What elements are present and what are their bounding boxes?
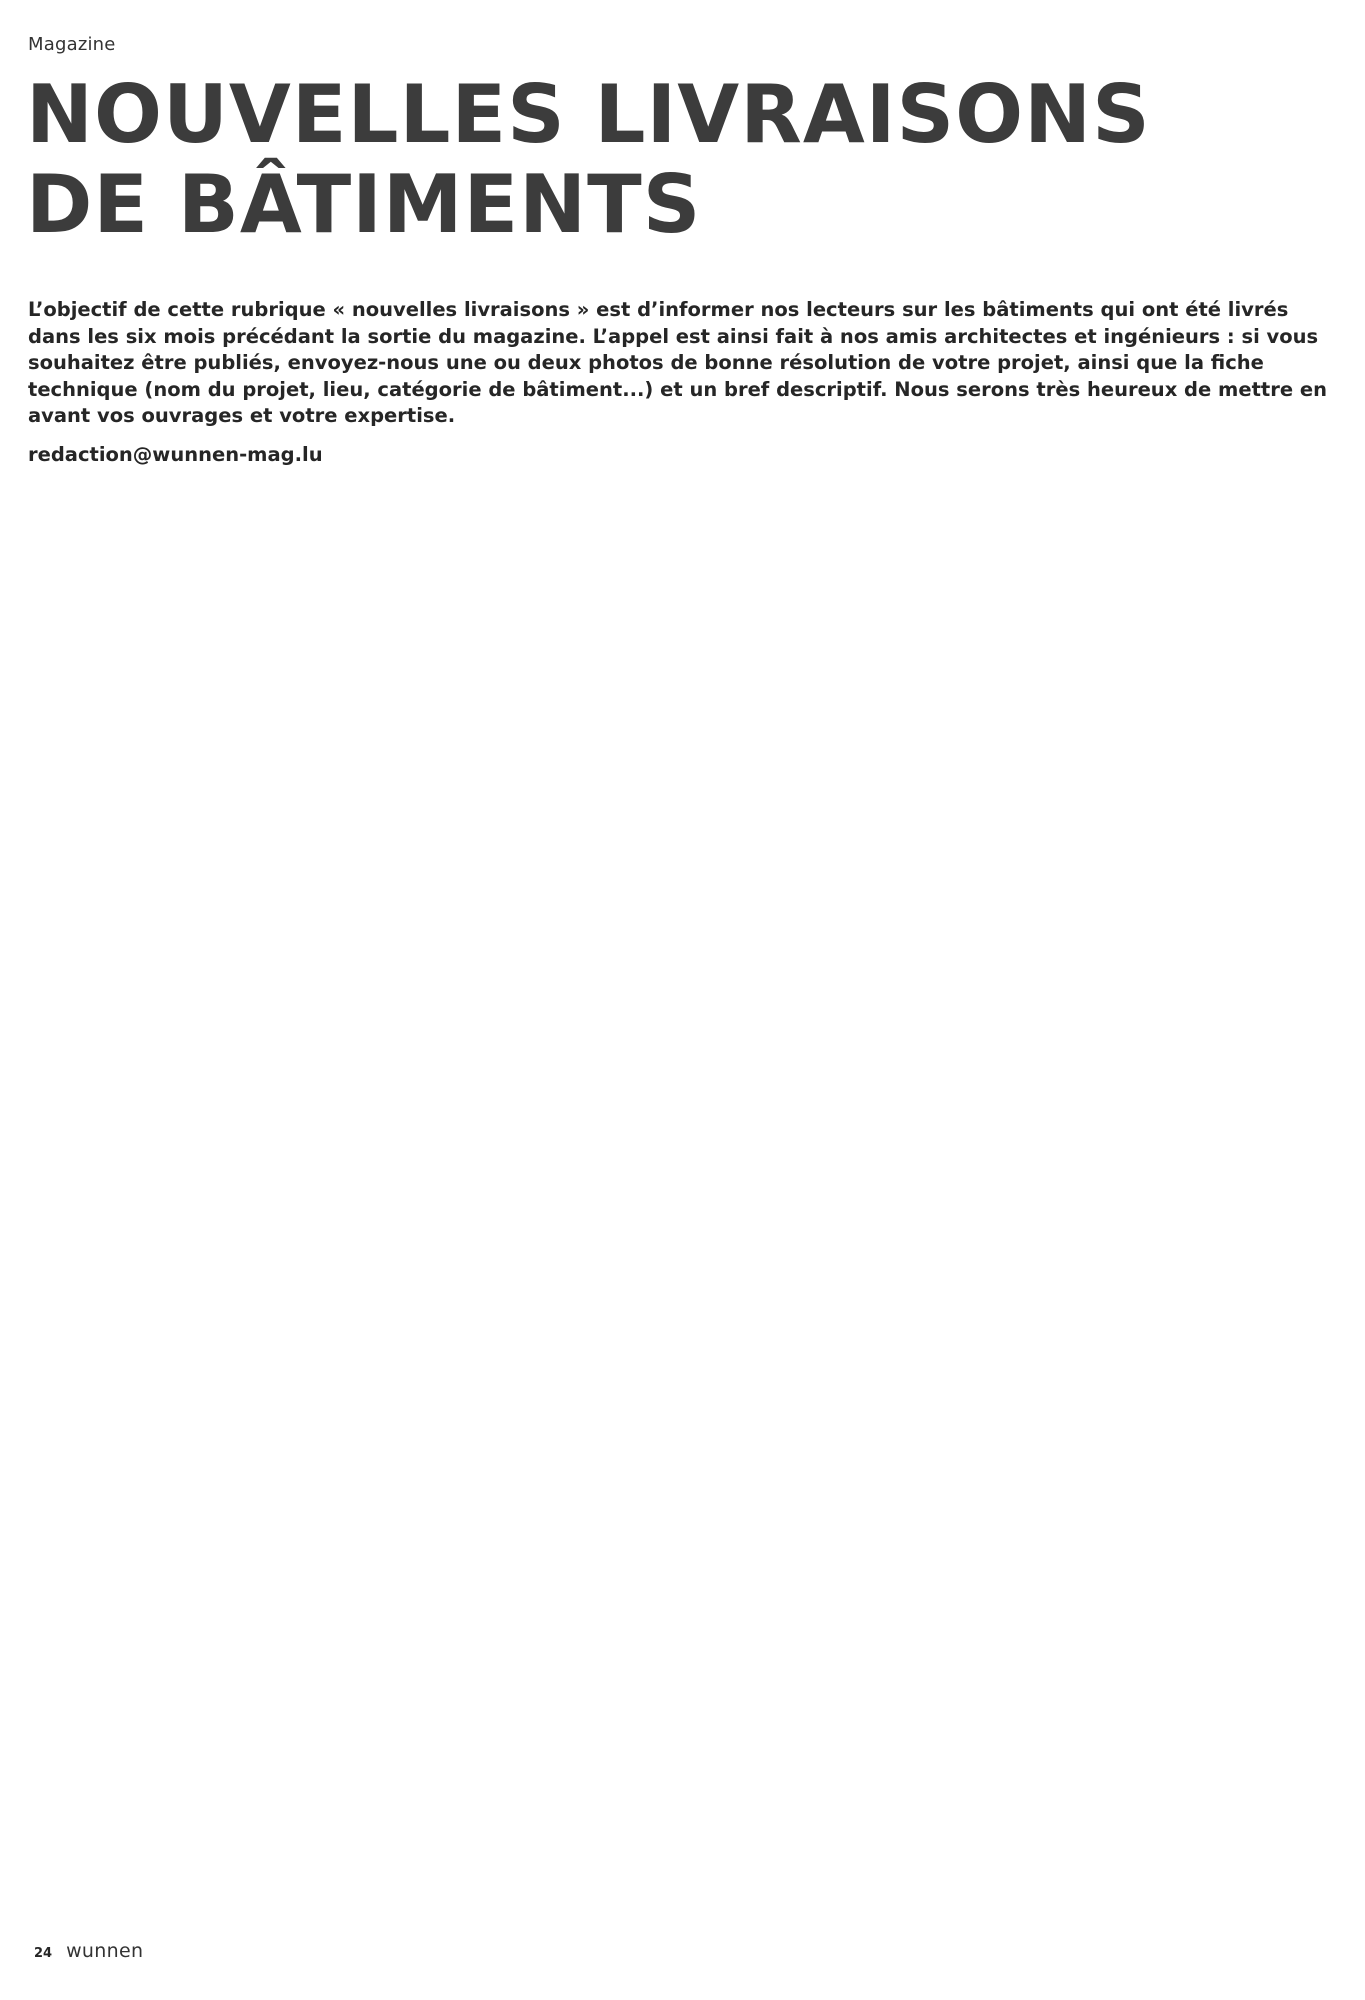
page-title xyxy=(26,70,1326,250)
intro-line: L’objectif de cette rubrique « nouvelles livraisons » est d’informer nos lecteurs sur les bâtiments qui ont été livrés xyxy=(28,298,1289,321)
intro-paragraph xyxy=(28,297,1328,430)
page-title-line-2: DE BÂTIMENTS xyxy=(26,158,702,251)
contact-email: redaction@wunnen-mag.lu xyxy=(28,443,323,466)
intro-line: technique (nom du projet, lieu, catégorie de bâtiment...) et un bref descriptif. Nous serons très heureux de mettre en xyxy=(28,377,1327,401)
intro-line: dans les six mois précédant la sortie du magazine. L’appel est ainsi fait à nos amis architectes et ingénieurs : si vous xyxy=(28,324,1319,348)
section-label: Magazine xyxy=(28,34,116,55)
page-footer xyxy=(34,1940,143,1962)
intro-line: souhaitez être publiés, envoyez-nous une ou deux photos de bonne résolution de votre projet, ainsi que la fiche xyxy=(28,351,1264,374)
page-title-line-1: NOUVELLES LIVRAISONS xyxy=(26,68,1151,161)
page-number: 24 xyxy=(34,1946,53,1961)
intro-line: avant vos ouvrages et votre expertise. xyxy=(28,404,456,427)
publication-name: wunnen xyxy=(66,1940,144,1962)
